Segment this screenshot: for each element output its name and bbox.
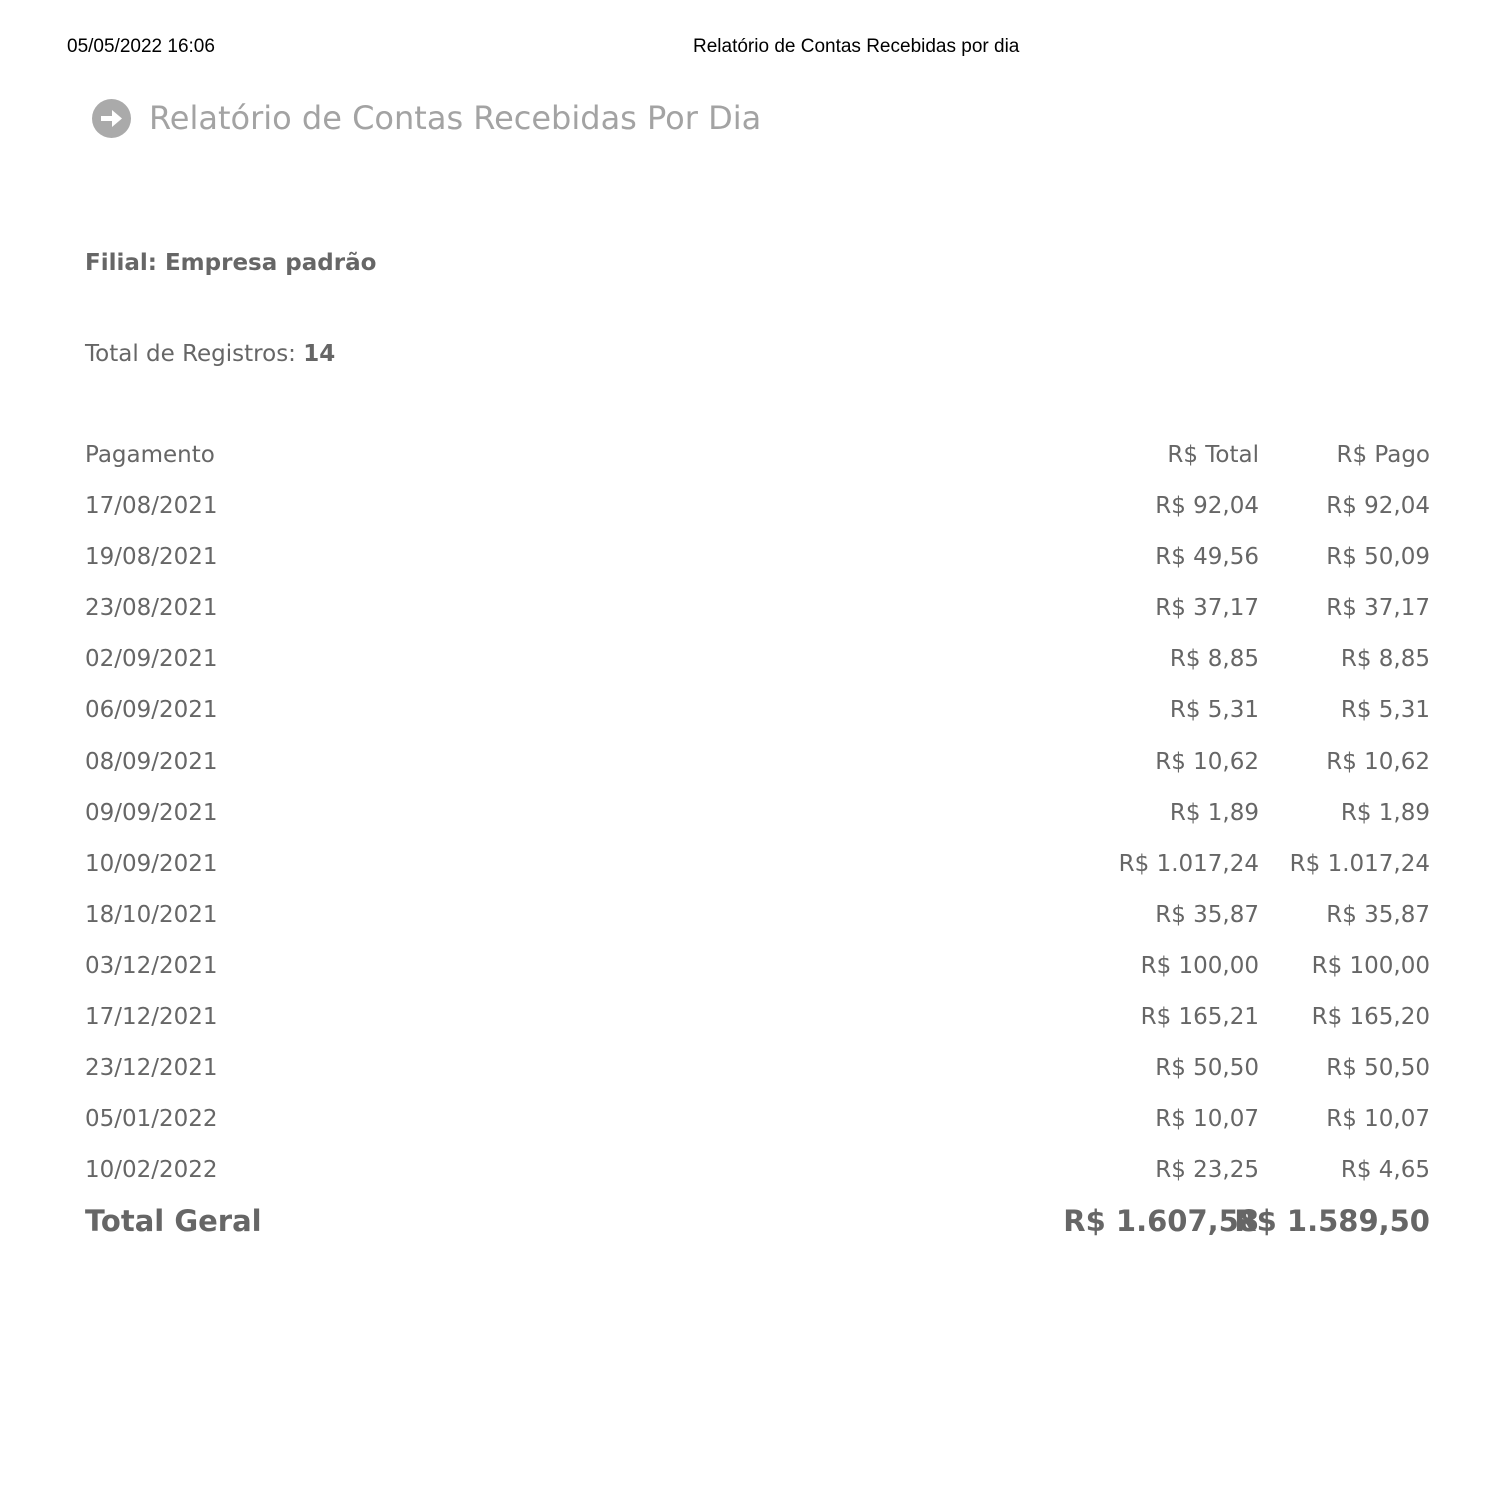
row-pago: R$ 1,89 <box>1340 799 1430 826</box>
row-date: 10/09/2021 <box>85 850 218 877</box>
table-row <box>85 949 1430 1000</box>
table-row <box>85 1051 1430 1102</box>
row-date: 23/08/2021 <box>85 595 218 622</box>
row-date: 18/10/2021 <box>85 901 218 928</box>
table-row <box>85 693 1430 744</box>
row-pago: R$ 1.017,24 <box>1289 850 1430 877</box>
row-date: 06/09/2021 <box>85 697 218 724</box>
table-row <box>85 1153 1430 1204</box>
row-total: R$ 92,04 <box>1155 493 1259 520</box>
filial-label: Filial: Empresa padrão <box>85 250 377 276</box>
header-pago: R$ Pago <box>1336 442 1430 468</box>
arrow-circle-right-icon <box>92 99 131 138</box>
row-total: R$ 10,07 <box>1155 1106 1259 1133</box>
table-row <box>85 591 1430 642</box>
row-pago: R$ 50,09 <box>1326 544 1430 571</box>
row-total: R$ 8,85 <box>1169 646 1259 673</box>
table-row <box>85 642 1430 693</box>
total-geral-label: Total Geral <box>85 1204 262 1239</box>
row-total: R$ 100,00 <box>1140 952 1259 979</box>
payments-table <box>85 438 1430 1254</box>
row-pago: R$ 100,00 <box>1311 952 1430 979</box>
row-date: 17/12/2021 <box>85 1004 218 1031</box>
row-total: R$ 5,31 <box>1169 697 1259 724</box>
row-total: R$ 49,56 <box>1155 544 1259 571</box>
table-row <box>85 745 1430 796</box>
row-date: 02/09/2021 <box>85 646 218 673</box>
row-pago: R$ 92,04 <box>1326 493 1430 520</box>
row-date: 05/01/2022 <box>85 1106 218 1133</box>
table-row <box>85 489 1430 540</box>
row-pago: R$ 37,17 <box>1326 595 1430 622</box>
row-total: R$ 23,25 <box>1155 1157 1259 1184</box>
row-date: 17/08/2021 <box>85 493 218 520</box>
row-pago: R$ 165,20 <box>1311 1004 1430 1031</box>
row-pago: R$ 10,62 <box>1326 748 1430 775</box>
table-row <box>85 540 1430 591</box>
row-total: R$ 35,87 <box>1155 901 1259 928</box>
row-date: 08/09/2021 <box>85 748 218 775</box>
header-total: R$ Total <box>1167 442 1259 468</box>
print-title: Relatório de Contas Recebidas por dia <box>693 36 1020 57</box>
table-row <box>85 796 1430 847</box>
row-total: R$ 1,89 <box>1169 799 1259 826</box>
report-title-text: Relatório de Contas Recebidas Por Dia <box>149 99 762 137</box>
row-pago: R$ 50,50 <box>1326 1055 1430 1082</box>
page-title <box>92 96 761 140</box>
total-registros <box>85 341 335 367</box>
total-geral-total: R$ 1.607,58 <box>1063 1204 1259 1239</box>
table-row <box>85 1000 1430 1051</box>
row-pago: R$ 8,85 <box>1340 646 1430 673</box>
row-pago: R$ 5,31 <box>1340 697 1430 724</box>
row-date: 03/12/2021 <box>85 952 218 979</box>
row-date: 23/12/2021 <box>85 1055 218 1082</box>
row-date: 10/02/2022 <box>85 1157 218 1184</box>
row-pago: R$ 35,87 <box>1326 901 1430 928</box>
row-total: R$ 10,62 <box>1155 748 1259 775</box>
row-total: R$ 1.017,24 <box>1118 850 1259 877</box>
total-registros-label: Total de Registros: <box>85 341 304 367</box>
row-pago: R$ 10,07 <box>1326 1106 1430 1133</box>
row-date: 09/09/2021 <box>85 799 218 826</box>
total-geral-pago: R$ 1.589,50 <box>1234 1204 1430 1239</box>
row-total: R$ 165,21 <box>1140 1004 1259 1031</box>
row-date: 19/08/2021 <box>85 544 218 571</box>
print-datetime: 05/05/2022 16:06 <box>67 36 215 57</box>
table-total-row <box>85 1204 1430 1254</box>
row-total: R$ 50,50 <box>1155 1055 1259 1082</box>
table-row <box>85 847 1430 898</box>
table-row <box>85 898 1430 949</box>
table-header-row <box>85 438 1430 489</box>
print-header <box>0 36 1500 60</box>
total-registros-value: 14 <box>303 341 336 367</box>
row-total: R$ 37,17 <box>1155 595 1259 622</box>
header-pagamento: Pagamento <box>85 442 215 468</box>
row-pago: R$ 4,65 <box>1340 1157 1430 1184</box>
table-row <box>85 1102 1430 1153</box>
